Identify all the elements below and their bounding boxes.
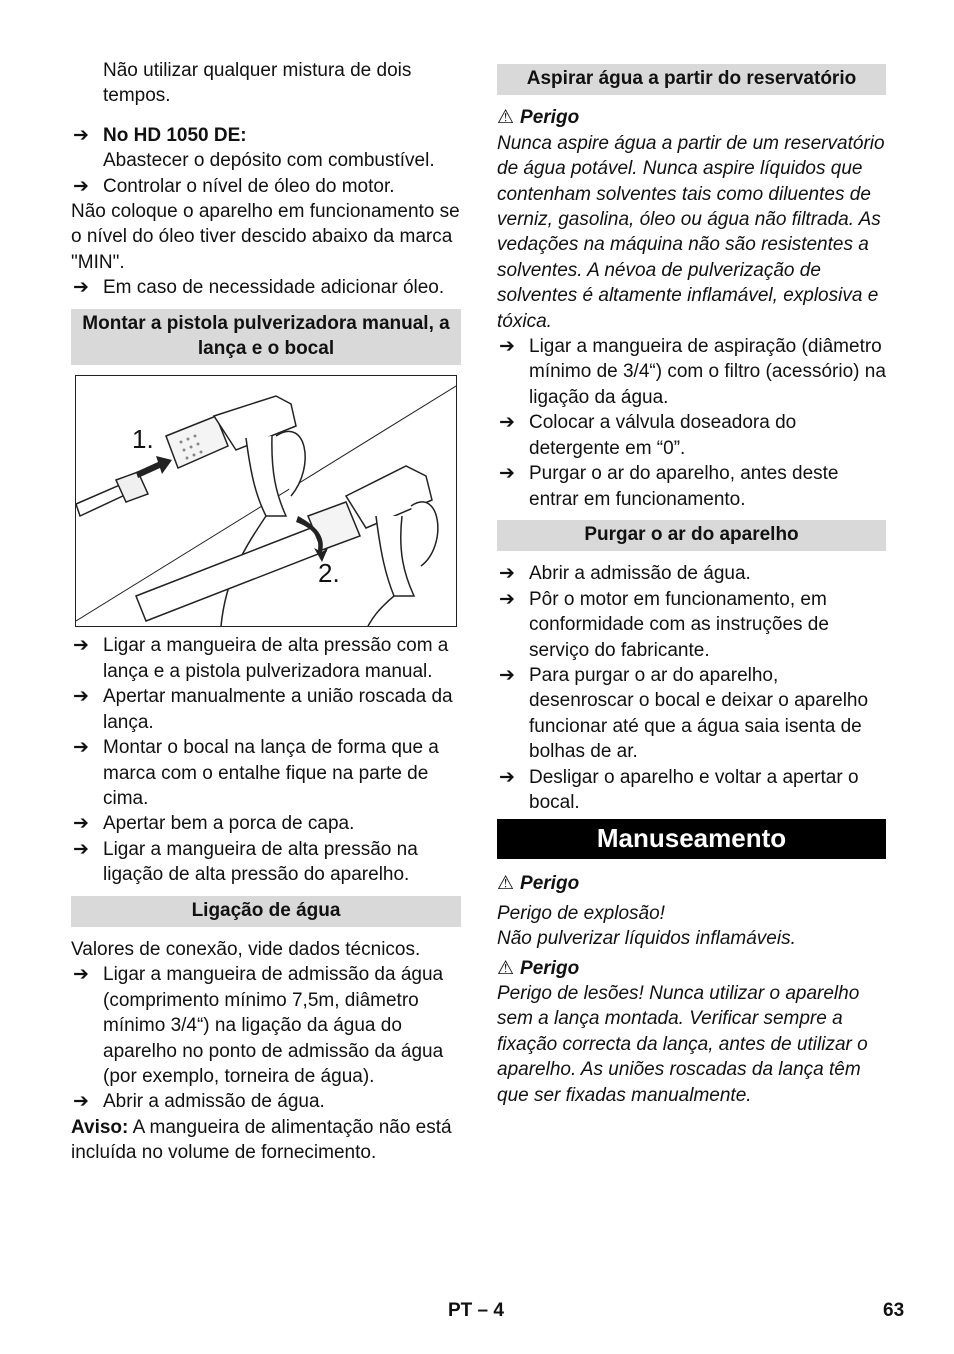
- list-item: ➔ Ligar a mangueira de admissão da água (comprimento mínimo 7,5m, diâmetro mínimo 3/4“) na ligação da água do aparelho no ponto de admissão da água (por exemplo, torneira de água).: [73, 964, 444, 1087]
- hd1050-text: Abastecer o depósito com combustível.: [103, 150, 435, 172]
- hd1050-title: No HD 1050 DE:: [103, 124, 247, 146]
- heading-purge: Purgar o ar do aparelho: [497, 520, 886, 551]
- list-item: ➔ Ligar a mangueira de alta pressão na ligação de alta pressão do aparelho.: [73, 838, 418, 886]
- danger2-line: Não pulverizar líquidos inflamáveis.: [497, 928, 796, 950]
- list-item: ➔ Colocar a válvula doseadora do detergente em “0”.: [499, 412, 797, 459]
- spray-gun-illustration: [76, 376, 456, 626]
- arrow-right-icon: ➔: [73, 635, 89, 657]
- warning-triangle-icon: ⚠: [497, 957, 515, 979]
- oil-warning: Não coloque o aparelho em funcionamento se o nível do óleo tiver descido abaixo da marca "MIN".: [71, 201, 460, 273]
- list-item: ➔ Apertar manualmente a união roscada da lança.: [73, 686, 453, 733]
- list-item: ➔ Para purgar o ar do aparelho, desenroscar o bocal e deixar o aparelho funcionar até que a água saia isenta de bolhas de ar.: [499, 664, 869, 763]
- list-item: ➔ Purgar o ar do aparelho, antes deste entrar em funcionamento.: [499, 463, 839, 510]
- arrow-right-icon: ➔: [73, 124, 89, 146]
- arrow-right-icon: ➔: [499, 563, 515, 585]
- arrow-right-icon: ➔: [499, 766, 515, 788]
- list-item: ➔ Controlar o nível de óleo do motor.: [71, 174, 461, 199]
- suction-danger-text: Nunca aspire água a partir de um reservatório de água potável. Nunca aspire líquidos que contenham solventes tais como diluentes de verniz, gasolina, óleo ou água não filtrada. As vedações na máquina não são resistentes a solventes. A névoa de pulverização de solventes é altamente inflamável, explosiva e tóxica.: [497, 132, 885, 332]
- list-item: ➔ Montar o bocal na lança de forma que a marca com o entalhe fique na parte de cima.: [73, 737, 439, 809]
- arrow-right-icon: ➔: [73, 813, 89, 835]
- heading-water: Ligação de água: [71, 896, 461, 927]
- warning-triangle-icon: ⚠: [497, 873, 515, 895]
- arrow-right-icon: ➔: [499, 463, 515, 485]
- list-item: ➔ Ligar a mangueira de aspiração (diâmetro mínimo de 3/4“) com o filtro (acessório) na ligação da água.: [499, 336, 886, 408]
- notice-text: A mangueira de alimentação não está incluída no volume de fornecimento.: [71, 1116, 452, 1164]
- arrow-right-icon: ➔: [499, 588, 515, 610]
- warning-triangle-icon: ⚠: [497, 107, 515, 129]
- danger-label: ⚠ Perigo: [497, 107, 580, 129]
- page-number: 63: [883, 1300, 905, 1321]
- spray-gun-figure: [75, 375, 457, 627]
- danger2-line: Perigo de explosão!: [497, 902, 665, 924]
- list-item: ➔ Em caso de necessidade adicionar óleo.: [71, 275, 461, 300]
- list-item: ➔ Abrir a admissão de água.: [71, 1089, 461, 1114]
- list-item: ➔ Apertar bem a porca de capa.: [71, 811, 461, 836]
- arrow-right-icon: ➔: [73, 686, 89, 708]
- water-intro: Valores de conexão, vide dados técnicos.: [71, 938, 421, 960]
- heading-mount: Montar a pistola pulverizadora manual, a lança e o bocal: [71, 309, 461, 366]
- right-column: [497, 58, 886, 1108]
- list-item: [71, 123, 461, 148]
- danger-label: ⚠ Perigo: [497, 957, 580, 979]
- danger3-text: Perigo de lesões! Nunca utilizar o aparelho sem a lança montada. Verificar sempre a fixação correcta da lança, antes de utilizar o aparelho. As uniões roscadas da lança têm que ser fixadas manualmente.: [497, 983, 868, 1106]
- list-item: ➔ Pôr o motor em funcionamento, em conformidade com as instruções de serviço do fabricante.: [499, 588, 829, 661]
- arrow-right-icon: ➔: [499, 664, 515, 686]
- list-item: ➔ Abrir a admissão de água.: [497, 561, 886, 586]
- figure-label-2: 2.: [318, 558, 340, 589]
- arrow-right-icon: ➔: [73, 277, 89, 299]
- arrow-right-icon: ➔: [73, 838, 89, 860]
- intro-text: Não utilizar qualquer mistura de dois tempos.: [103, 60, 412, 107]
- figure-label-1: 1.: [132, 424, 154, 455]
- arrow-right-icon: ➔: [73, 175, 89, 197]
- notice-label: Aviso:: [71, 1116, 129, 1138]
- heading-handling: Manuseamento: [497, 819, 886, 859]
- arrow-right-icon: ➔: [73, 1091, 89, 1113]
- arrow-right-icon: ➔: [73, 737, 89, 759]
- notice: [71, 1115, 461, 1166]
- arrow-right-icon: ➔: [73, 964, 89, 986]
- list-item: ➔ Desligar o aparelho e voltar a apertar o bocal.: [499, 766, 859, 813]
- arrow-right-icon: ➔: [499, 336, 515, 358]
- heading-suction: Aspirar água a partir do reservatório: [497, 64, 886, 95]
- danger-label: ⚠ Perigo: [497, 873, 580, 895]
- arrow-right-icon: ➔: [499, 412, 515, 434]
- footer-section: PT – 4: [448, 1300, 504, 1321]
- list-item: ➔ Ligar a mangueira de alta pressão com a lança e a pistola pulverizadora manual.: [73, 635, 449, 682]
- left-column: [71, 58, 461, 1166]
